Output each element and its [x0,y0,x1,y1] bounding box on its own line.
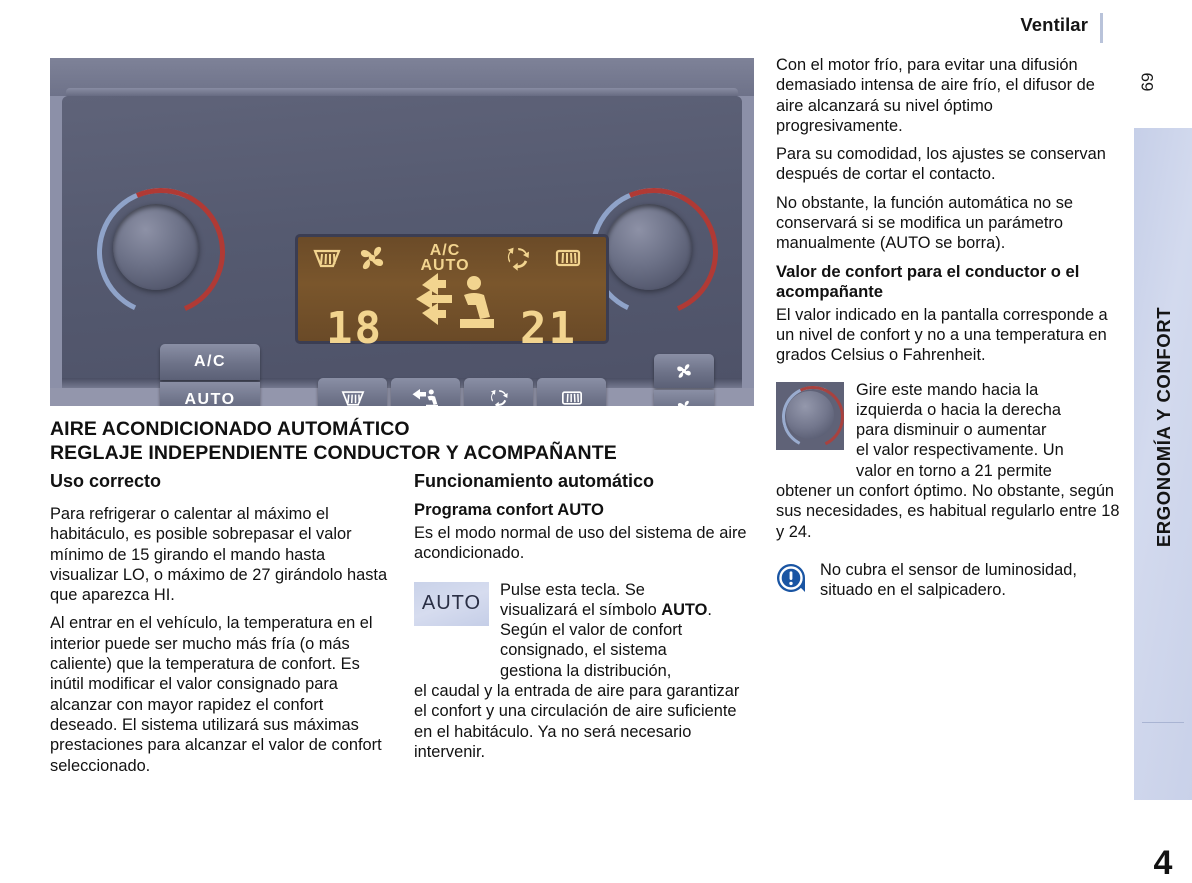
knob-callout-line-3: para disminuir o aumentar [856,421,1047,440]
warning-callout [776,560,1121,601]
recirculation-button[interactable] [464,378,533,406]
rear-demist-button[interactable] [537,378,606,406]
auto-button[interactable]: AUTO [160,382,260,406]
knob-callout-indented-text [856,380,1121,481]
chapter-tab-strip [1134,128,1192,882]
lcd-windscreen-demist-icon [312,245,342,276]
lcd-right-temperature-value: 21 [520,303,577,354]
left-paragraph-2: Al entrar en el vehículo, la temperatura en el interior puede ser mucho más fría (o más caliente) que la temperatura de confort. Es inútil modificar el valor consignado para alcanzar con mayor rapidez el confort deseado. El sistema utilizará sus máximas prestaciones para alcanzar el valor de confort seleccionado. [50,614,382,775]
left-paragraph-1: Para refrigerar o calentar al máximo el habitáculo, es posible sobrepasar el valor mínimo de 15 girando el mando hasta visualizar LO, o máximo de 27 girándolo hasta que aparezca HI. [50,505,388,605]
lcd-airflow-occupant-icon [394,269,514,338]
lcd-rear-demist-icon [553,246,583,275]
knob-callout-rest-text: obtener un confort óptimo. No obstante, según sus necesidades, es habitual regularlo entre 18 y 24. [776,482,1120,541]
airflow-distribution-icon [411,387,441,406]
page-header [0,14,1150,44]
chapter-number: 4 [1153,844,1173,882]
lcd-value-row [298,273,606,354]
lcd-display [295,234,609,354]
recirculation-icon [487,387,511,406]
auto-key-illustration: AUTO [414,582,489,626]
article-title-line2: REGLAJE INDEPENDIENTE CONDUCTOR Y ACOMPAÑANTE [50,442,617,464]
auto-key-callout [414,580,754,763]
lcd-auto-line: AUTO [420,257,470,274]
climate-control-panel-photo [50,58,754,406]
auto-callout-line-2-bold: AUTO [661,600,708,619]
auto-callout-indented-text [500,580,754,681]
knob-callout [776,380,1121,542]
ac-button[interactable]: A/C [160,344,260,380]
auto-callout-rest-text: el caudal y la entrada de aire para garantizar el confort y una circulación de aire suficiente en el habitáculo. Ya no será necesario intervenir. [414,682,740,761]
subheading-uso-correcto: Uso correcto [50,471,162,491]
article-title-line1: AIRE ACONDICIONADO AUTOMÁTICO [50,418,410,440]
auto-callout-line-3: Según el valor de confort [500,621,683,640]
function-button-row [318,378,606,406]
knob-callout-line-5: valor en torno a 21 permite [856,461,1052,480]
right-column [776,55,1121,601]
middle-paragraph-1: Es el modo normal de uso del sistema de aire acondicionado. [414,524,747,563]
header-divider [1100,13,1103,43]
left-temperature-knob[interactable] [113,204,199,290]
middle-heading: Programa confort AUTO [414,500,604,519]
chapter-divider [1142,722,1184,723]
knob-thumb-dial [786,391,834,439]
page-title: Ventilar [1020,14,1088,35]
rear-screen-demist-icon [559,388,585,406]
fan-decrease-icon [674,398,694,406]
lcd-ac-line: A/C [429,242,461,259]
left-column [50,504,395,784]
knob-callout-line-1: Gire este mando hacia la [856,380,1039,399]
knob-thumbnail-illustration [776,382,844,450]
auto-callout-line-2-pre: visualizará el símbolo [500,600,662,619]
right-paragraph-1: Con el motor frío, para evitar una difusión demasiado intensa de aire frío, el difusor de aire alcanzará su nivel óptimo progresivamente. [776,56,1095,135]
fan-decrease-button[interactable] [654,390,714,406]
auto-callout-line-2 [500,600,754,620]
warning-icon [776,563,806,593]
windscreen-demist-button[interactable] [318,378,387,406]
knob-callout-line-2: izquierda o hacia la derecha [856,400,1062,419]
airflow-distribution-button[interactable] [391,378,460,406]
fan-increase-button[interactable] [654,354,714,388]
warning-text: No cubra el sensor de luminosidad, situado en el salpicadero. [820,560,1077,600]
right-paragraph-3: No obstante, la función automática no se conservará si se modifica un parámetro manualmente (AUTO se borra). [776,193,1074,253]
chapter-label: ERGONOMÍA Y CONFORT [1153,306,1174,548]
auto-callout-line-1: Pulse esta tecla. Se [500,580,645,599]
page-number: 69 [1138,72,1157,92]
right-temperature-knob[interactable] [606,204,692,290]
auto-callout-line-5: gestiona la distribución, [500,661,672,680]
knob-callout-line-4: el valor respectivamente. Un [856,441,1064,460]
middle-column [414,500,754,762]
auto-callout-line-4: consignado, el sistema [500,641,667,660]
auto-callout-line-2-post: . [707,600,712,619]
right-paragraph-2: Para su comodidad, los ajustes se conservan después de cortar el contacto. [776,145,1106,184]
windscreen-demist-icon [340,387,366,406]
lcd-left-temperature-value: 18 [326,303,383,354]
right-heading: Valor de confort para el conductor o el acompañante [776,261,1080,301]
fan-increase-icon [673,361,695,381]
right-paragraph-4: El valor indicado en la pantalla corresponde a un nivel de confort y no a una temperatura en grados Celsius o Fahrenheit. [776,305,1108,365]
subheading-funcionamiento-automatico: Funcionamiento automático [414,471,655,491]
